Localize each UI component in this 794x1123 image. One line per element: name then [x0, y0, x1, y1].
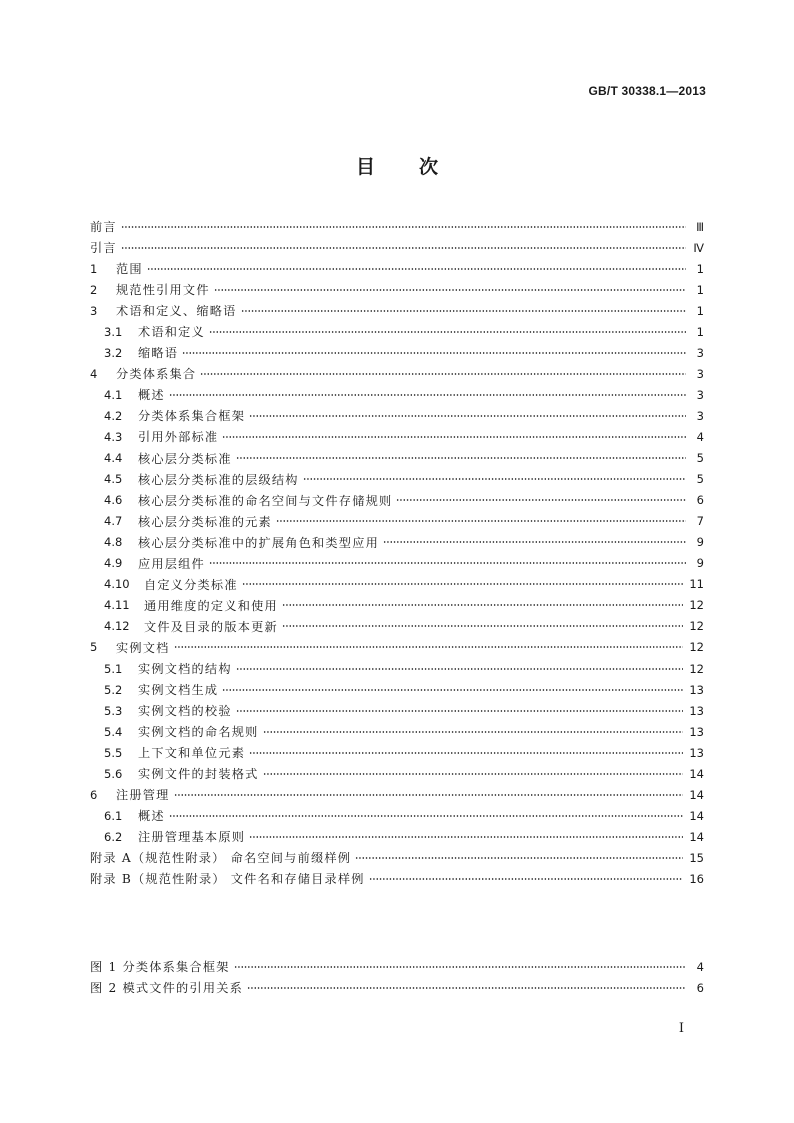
toc-entry[interactable] — [90, 553, 704, 574]
toc-entry-title: 引用外部标准 — [138, 430, 219, 445]
dot-leader — [303, 475, 686, 483]
toc-entry-number: 1 — [90, 261, 98, 276]
toc-entry-title: 缩略语 — [138, 346, 179, 361]
toc-entry-page: 13 — [689, 703, 704, 718]
toc-entry-number: 3 — [90, 303, 98, 318]
toc-entry[interactable] — [90, 595, 704, 616]
dot-leader — [355, 854, 683, 862]
toc-entry[interactable] — [90, 426, 704, 447]
toc-entry[interactable] — [90, 237, 704, 258]
toc-entry-page: 12 — [689, 619, 704, 634]
toc-entry-title: 概述 — [138, 809, 165, 824]
toc-entry-number: 3.1 — [104, 324, 123, 339]
toc-entry[interactable] — [90, 216, 704, 237]
toc-entry-number: 4.4 — [104, 451, 123, 466]
dot-leader — [236, 707, 684, 715]
toc-entry-number: 5.4 — [104, 724, 123, 739]
toc-entry-number: 5.6 — [104, 766, 123, 781]
toc-entry-page: 1 — [696, 303, 704, 318]
toc-entry[interactable] — [90, 679, 704, 700]
toc-entry-title: 核心层分类标准的命名空间与文件存储规则 — [138, 493, 393, 508]
toc-entry-number: 5 — [90, 640, 98, 655]
toc-entry-page: 9 — [696, 556, 704, 571]
toc-entry-number: 5.1 — [104, 661, 123, 676]
toc-entry[interactable] — [90, 363, 704, 384]
list-of-figures — [90, 956, 704, 998]
dot-leader — [169, 812, 684, 820]
toc-entry-page: 14 — [689, 766, 704, 781]
toc-entry[interactable] — [90, 258, 704, 279]
toc-entry-title: 文件及目录的版本更新 — [144, 619, 278, 634]
dot-leader — [249, 412, 686, 420]
toc-entry-title: 分类体系集合框架 — [138, 409, 246, 424]
toc-entry[interactable] — [90, 469, 704, 490]
toc-entry-number: 4.3 — [104, 429, 123, 444]
toc-entry-page: 3 — [696, 387, 704, 402]
toc-entry[interactable] — [90, 490, 704, 511]
toc-entry-number: 4.2 — [104, 408, 123, 423]
toc-entry-number: 2 — [90, 282, 98, 297]
page-number: I — [678, 1021, 684, 1036]
dot-leader — [263, 728, 684, 736]
dot-leader — [236, 454, 686, 462]
toc-entry-number: 4.12 — [104, 619, 130, 634]
dot-leader — [222, 433, 686, 441]
toc-entry-page: 13 — [689, 682, 704, 697]
toc-entry-title: 分类体系集合 — [116, 367, 197, 382]
toc-entry-page: 16 — [689, 871, 704, 886]
toc-entry[interactable] — [90, 300, 704, 321]
toc-entry-page: Ⅲ — [696, 219, 704, 234]
toc-entry-page: 5 — [696, 451, 704, 466]
toc-entry-title: 实例文档的校验 — [138, 704, 232, 719]
toc-entry-page: 12 — [689, 598, 704, 613]
figure-entry-title: 图 2 模式文件的引用关系 — [90, 981, 243, 996]
toc-entry-page: 12 — [689, 640, 704, 655]
toc-entry-page: 11 — [689, 577, 704, 592]
toc-entry-title: 通用维度的定义和使用 — [144, 598, 278, 613]
dot-leader — [249, 749, 683, 757]
toc-entry[interactable] — [90, 321, 704, 342]
dot-leader — [234, 963, 686, 971]
dot-leader — [174, 791, 684, 799]
dot-leader — [282, 601, 683, 609]
toc-entry-page: 14 — [689, 787, 704, 802]
page-title: 目次 — [355, 156, 482, 178]
toc-entry-title: 核心层分类标准 — [138, 451, 232, 466]
toc-entry-title: 实例文档的命名规则 — [138, 725, 259, 740]
toc-entry[interactable] — [90, 868, 704, 889]
toc-entry-title: 实例文档生成 — [138, 683, 219, 698]
toc-entry-number: 4.9 — [104, 556, 123, 571]
dot-leader — [369, 875, 684, 883]
toc-entry-number: 4.8 — [104, 535, 123, 550]
toc-entry-title: 规范性引用文件 — [116, 283, 210, 298]
toc-entry-title: 自定义分类标准 — [144, 577, 238, 592]
figure-entry-page: 6 — [696, 980, 704, 995]
toc-entry-page: 12 — [689, 661, 704, 676]
toc-entry-page: 13 — [689, 745, 704, 760]
toc-entry[interactable] — [90, 511, 704, 532]
toc-entry[interactable] — [90, 826, 704, 847]
dot-leader — [383, 538, 686, 546]
toc-entry[interactable] — [90, 721, 704, 742]
toc-entry[interactable] — [90, 616, 704, 637]
toc-entry[interactable] — [90, 448, 704, 469]
toc-entry-title: 核心层分类标准中的扩展角色和类型应用 — [138, 535, 379, 550]
toc-entry-page: 1 — [696, 324, 704, 339]
dot-leader — [241, 307, 687, 315]
dot-leader — [121, 223, 686, 231]
toc-entry-page: 6 — [696, 493, 704, 508]
toc-entry-number: 6.2 — [104, 829, 123, 844]
toc-entry-title: 引言 — [90, 241, 117, 256]
figure-entry[interactable] — [90, 956, 704, 977]
toc-entry[interactable] — [90, 805, 704, 826]
toc-entry-number: 5.2 — [104, 682, 123, 697]
toc-entry-page: 14 — [689, 829, 704, 844]
toc-entry-number: 6 — [90, 787, 98, 802]
dot-leader — [249, 833, 683, 841]
dot-leader — [263, 770, 684, 778]
toc-entry-title: 应用层组件 — [138, 556, 205, 571]
toc-entry-title: 注册管理基本原则 — [138, 830, 246, 845]
table-of-contents — [90, 216, 704, 890]
toc-entry-title: 实例文件的封装格式 — [138, 767, 259, 782]
dot-leader — [242, 580, 684, 588]
toc-entry-page: 13 — [689, 724, 704, 739]
toc-entry-title: 附录 B（规范性附录） 文件名和存储目录样例 — [90, 872, 365, 887]
toc-entry[interactable] — [90, 574, 704, 595]
dot-leader — [282, 622, 683, 630]
toc-entry[interactable] — [90, 279, 704, 300]
toc-entry-number: 6.1 — [104, 808, 123, 823]
toc-entry-title: 术语和定义 — [138, 325, 205, 340]
toc-entry[interactable] — [90, 405, 704, 426]
toc-entry-number: 5.3 — [104, 703, 123, 718]
toc-entry-page: Ⅳ — [693, 240, 704, 255]
toc-entry-page: 1 — [696, 261, 704, 276]
toc-entry-title: 核心层分类标准的元素 — [138, 514, 272, 529]
toc-entry-page: 3 — [696, 408, 704, 423]
toc-entry-page: 3 — [696, 345, 704, 360]
toc-entry-page: 14 — [689, 808, 704, 823]
dot-leader — [396, 496, 686, 504]
figure-entry-title: 图 1 分类体系集合框架 — [90, 960, 230, 975]
dot-leader — [247, 984, 686, 992]
toc-entry-number: 5.5 — [104, 745, 123, 760]
standard-code: GB/T 30338.1—2013 — [588, 84, 706, 98]
toc-entry-page: 15 — [689, 850, 704, 865]
toc-entry-title: 附录 A（规范性附录） 命名空间与前缀样例 — [90, 851, 352, 866]
toc-entry[interactable] — [90, 784, 704, 805]
toc-entry-title: 注册管理 — [116, 788, 170, 803]
toc-entry-page: 1 — [696, 282, 704, 297]
dot-leader — [147, 265, 686, 273]
toc-entry-number: 4 — [90, 366, 98, 381]
toc-entry[interactable] — [90, 700, 704, 721]
dot-leader — [209, 328, 686, 336]
toc-entry-title: 概述 — [138, 388, 165, 403]
toc-entry-page: 3 — [696, 366, 704, 381]
toc-entry-title: 实例文档的结构 — [138, 662, 232, 676]
dot-leader — [209, 559, 686, 567]
toc-entry-number: 4.1 — [104, 387, 123, 402]
toc-entry-number: 4.7 — [104, 514, 123, 529]
figure-entry[interactable] — [90, 977, 704, 998]
toc-entry-page: 4 — [696, 429, 704, 444]
dot-leader — [214, 286, 686, 294]
dot-leader — [169, 391, 686, 399]
dot-leader — [200, 370, 686, 378]
toc-entry-number: 4.5 — [104, 472, 123, 487]
dot-leader — [121, 244, 686, 252]
toc-entry[interactable] — [90, 637, 704, 658]
toc-entry-title: 实例文档 — [116, 640, 170, 655]
dot-leader — [236, 665, 684, 673]
toc-entry[interactable] — [90, 847, 704, 868]
toc-entry[interactable] — [90, 658, 704, 679]
toc-entry-title: 术语和定义、缩略语 — [116, 304, 237, 319]
toc-entry-page: 7 — [696, 514, 704, 529]
figure-entry-page: 4 — [696, 959, 704, 974]
toc-entry[interactable] — [90, 763, 704, 784]
toc-entry[interactable] — [90, 742, 704, 763]
toc-entry-page: 9 — [696, 535, 704, 550]
toc-entry-number: 3.2 — [104, 345, 123, 360]
toc-entry-page: 5 — [696, 472, 704, 487]
dot-leader — [174, 643, 684, 651]
dot-leader — [276, 517, 686, 525]
dot-leader — [222, 686, 683, 694]
toc-entry[interactable] — [90, 532, 704, 553]
toc-entry[interactable] — [90, 384, 704, 405]
toc-entry-title: 上下文和单位元素 — [138, 746, 246, 761]
dot-leader — [182, 349, 686, 357]
toc-entry-number: 4.6 — [104, 493, 123, 508]
toc-entry-title: 核心层分类标准的层级结构 — [138, 472, 299, 487]
toc-entry[interactable] — [90, 342, 704, 363]
toc-entry-number: 4.11 — [104, 598, 130, 613]
toc-entry-title: 前言 — [90, 220, 117, 235]
toc-entry-title: 范围 — [116, 262, 143, 277]
toc-entry-number: 4.10 — [104, 577, 130, 592]
